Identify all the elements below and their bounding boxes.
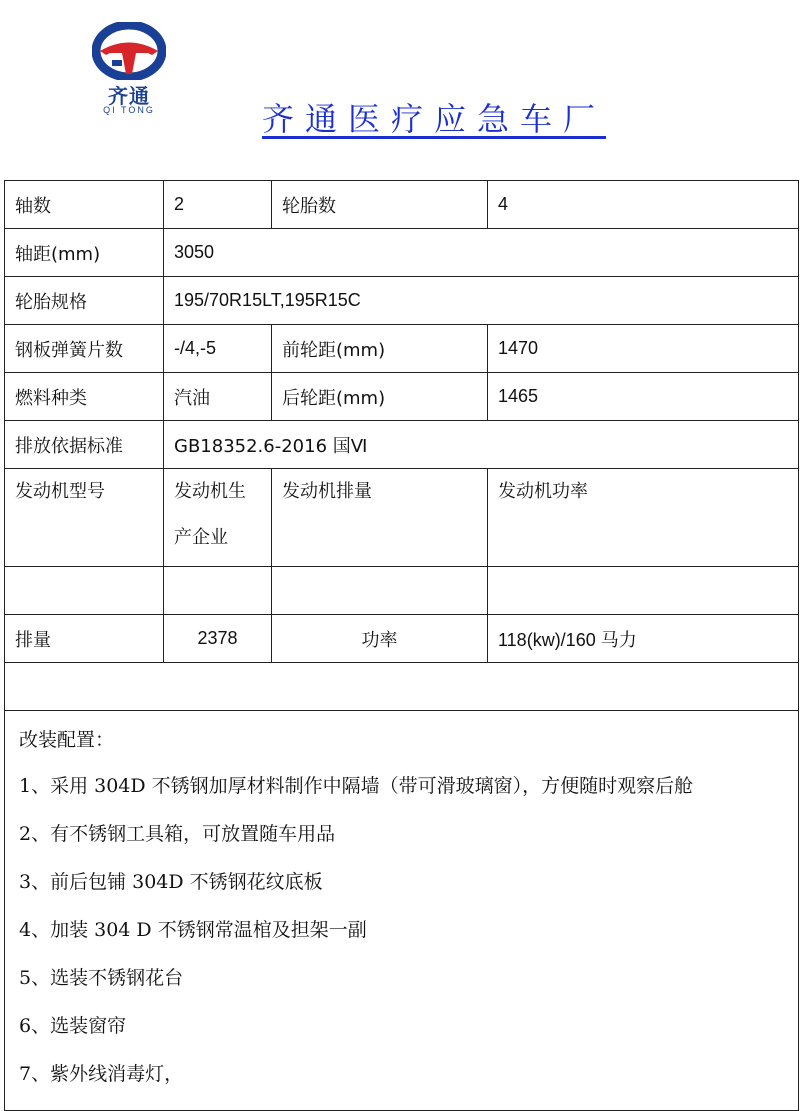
config-heading: 改装配置：: [19, 729, 115, 751]
table-cell: 轮胎数: [272, 181, 488, 229]
config-item: 5、选装不锈钢花台: [19, 967, 184, 989]
table-cell: 后轮距(mm): [272, 373, 488, 421]
table-cell: [164, 567, 272, 615]
config-item: 1、采用 304D 不锈钢加厚材料制作中隔墙（带可滑玻璃窗），方便随时观察后舱: [19, 775, 694, 797]
table-cell: 轴数: [5, 181, 164, 229]
table-cell: 钢板弹簧片数: [5, 325, 164, 373]
table-cell: 排量: [5, 615, 164, 663]
table-cell: 2: [164, 181, 272, 229]
table-cell: 118(kw)/160 马力: [488, 615, 799, 663]
table-cell: GB18352.6-2016 国Ⅵ: [164, 421, 799, 469]
config-section: [5, 711, 799, 1111]
table-cell: 发动机生产企业: [164, 469, 272, 567]
table-row: [5, 277, 799, 325]
config-item: 2、有不锈钢工具箱，可放置随车用品: [19, 823, 336, 845]
table-cell: 4: [488, 181, 799, 229]
company-logo: [92, 22, 166, 118]
table-cell: 前轮距(mm): [272, 325, 488, 373]
config-row: [5, 711, 799, 1111]
table-row: [5, 229, 799, 277]
spec-table: [4, 180, 799, 1111]
table-cell: 发动机排量: [272, 469, 488, 567]
table-row: [5, 325, 799, 373]
table-cell: 轮胎规格: [5, 277, 164, 325]
page-title: 齐通医疗应急车厂: [262, 100, 607, 138]
logo-chinese-text: 齐通: [108, 84, 150, 108]
config-item: 7、紫外线消毒灯，: [19, 1063, 184, 1085]
table-row: [5, 373, 799, 421]
table-cell: [488, 567, 799, 615]
table-cell: 功率: [272, 615, 488, 663]
config-item: 6、选装窗帘: [19, 1015, 127, 1037]
table-cell: 195/70R15LT,195R15C: [164, 277, 799, 325]
table-row: [5, 421, 799, 469]
table-row: [5, 615, 799, 663]
table-row: [5, 181, 799, 229]
table-cell: 2378: [164, 615, 272, 663]
table-row: [5, 663, 799, 711]
table-cell: 发动机型号: [5, 469, 164, 567]
table-cell: 1465: [488, 373, 799, 421]
config-item: 4、加装 304 D 不锈钢常温棺及担架一副: [19, 919, 367, 941]
table-cell: 发动机功率: [488, 469, 799, 567]
table-cell: 3050: [164, 229, 799, 277]
logo-emblem-icon: [92, 22, 166, 80]
table-cell: 燃料种类: [5, 373, 164, 421]
table-cell: 轴距(mm): [5, 229, 164, 277]
table-cell: 汽油: [164, 373, 272, 421]
config-item: 3、前后包铺 304D 不锈钢花纹底板: [19, 871, 323, 893]
table-cell: [272, 567, 488, 615]
logo-english-text: QI TONG: [103, 105, 155, 115]
table-cell: 1470: [488, 325, 799, 373]
table-row: [5, 469, 799, 567]
table-cell: [5, 567, 164, 615]
table-cell: -/4,-5: [164, 325, 272, 373]
table-cell: 排放依据标准: [5, 421, 164, 469]
table-cell-empty: [5, 663, 799, 711]
table-row: [5, 567, 799, 615]
